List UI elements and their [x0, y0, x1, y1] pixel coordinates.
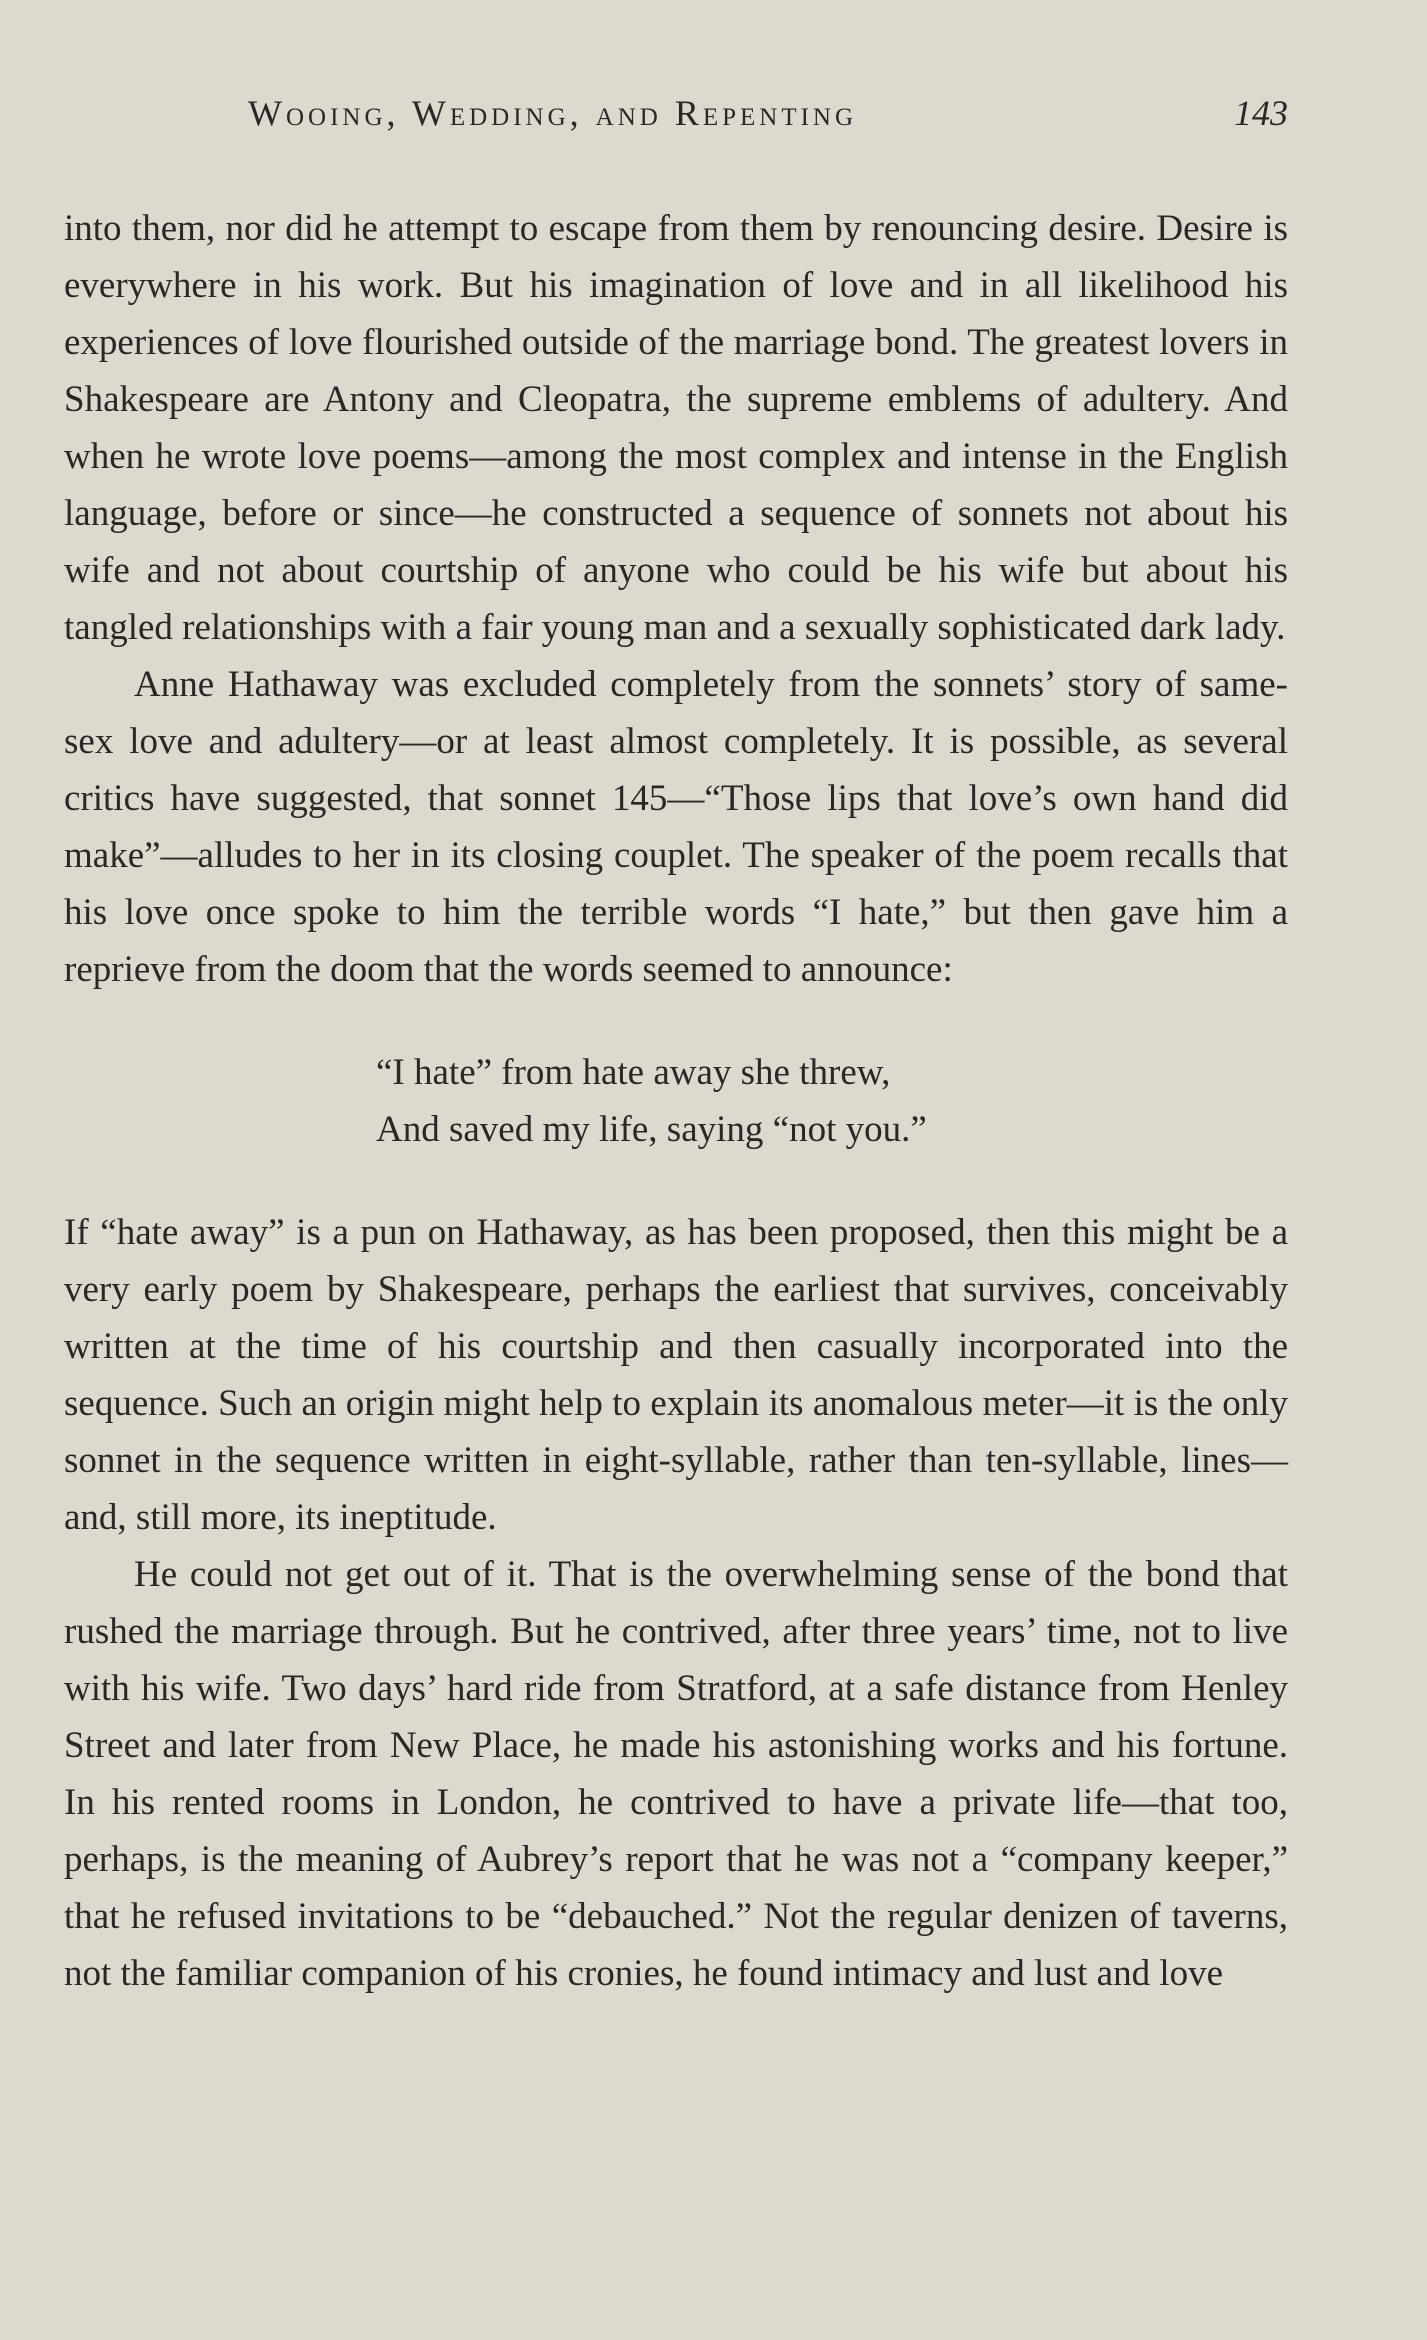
verse-quotation: [376, 1044, 1288, 1158]
running-head: [248, 88, 1288, 148]
verse-line-1: “I hate” from hate away she threw,: [376, 1052, 891, 1093]
page-number: 143: [1234, 93, 1288, 133]
body-text: [64, 200, 1288, 2002]
verse-line-2: And saved my life, saying “not you.”: [376, 1109, 927, 1150]
paragraph-2: Anne Hathaway was excluded completely from the sonnets’ story of same-sex love and adultery—or at least almost completely. It is possible, as several critics have suggested, that sonnet 145—“Those lips that love’s own hand did make”—alludes to her in its closing couplet. The speaker of the poem recalls that his love once spoke to him the terrible words “I hate,” but then gave him a reprieve from the doom that the words seemed to announce:: [64, 664, 1288, 990]
paragraph-3: If “hate away” is a pun on Hathaway, as has been proposed, then this might be a very early poem by Shakespeare, perhaps the earliest that survives, conceivably written at the time of his courtship and then casually incorporated into the sequence. Such an origin might help to explain its anomalous meter—it is the only sonnet in the sequence written in eight-syllable, rather than ten-syllable, lines—and, still more, its ineptitude.: [64, 1212, 1288, 1538]
paragraph-4: He could not get out of it. That is the overwhelming sense of the bond that rushed the marriage through. But he contrived, after three years’ time, not to live with his wife. Two days’ hard ride from Stratford, at a safe distance from Henley Street and later from New Place, he made his astonishing works and his fortune. In his rented rooms in London, he contrived to have a private life—that too, perhaps, is the meaning of Aubrey’s report that he was not a “company keeper,” that he refused invitations to be “debauched.” Not the regular denizen of taverns, not the familiar companion of his cronies, he found intimacy and lust and love: [64, 1554, 1288, 1994]
running-title: Wooing, Wedding, and Repenting: [248, 93, 858, 133]
paragraph-1: into them, nor did he attempt to escape from them by renouncing desire. Desire is everywhere in his work. But his imagination of love and in all likelihood his experiences of love flourished outside of the marriage bond. The greatest lovers in Shakespeare are Antony and Cleopatra, the supreme emblems of adultery. And when he wrote love poems—among the most complex and intense in the English language, before or since—he constructed a sequence of sonnets not about his wife and not about courtship of anyone who could be his wife but about his tangled relationships with a fair young man and a sexually sophisticated dark lady.: [64, 208, 1288, 648]
